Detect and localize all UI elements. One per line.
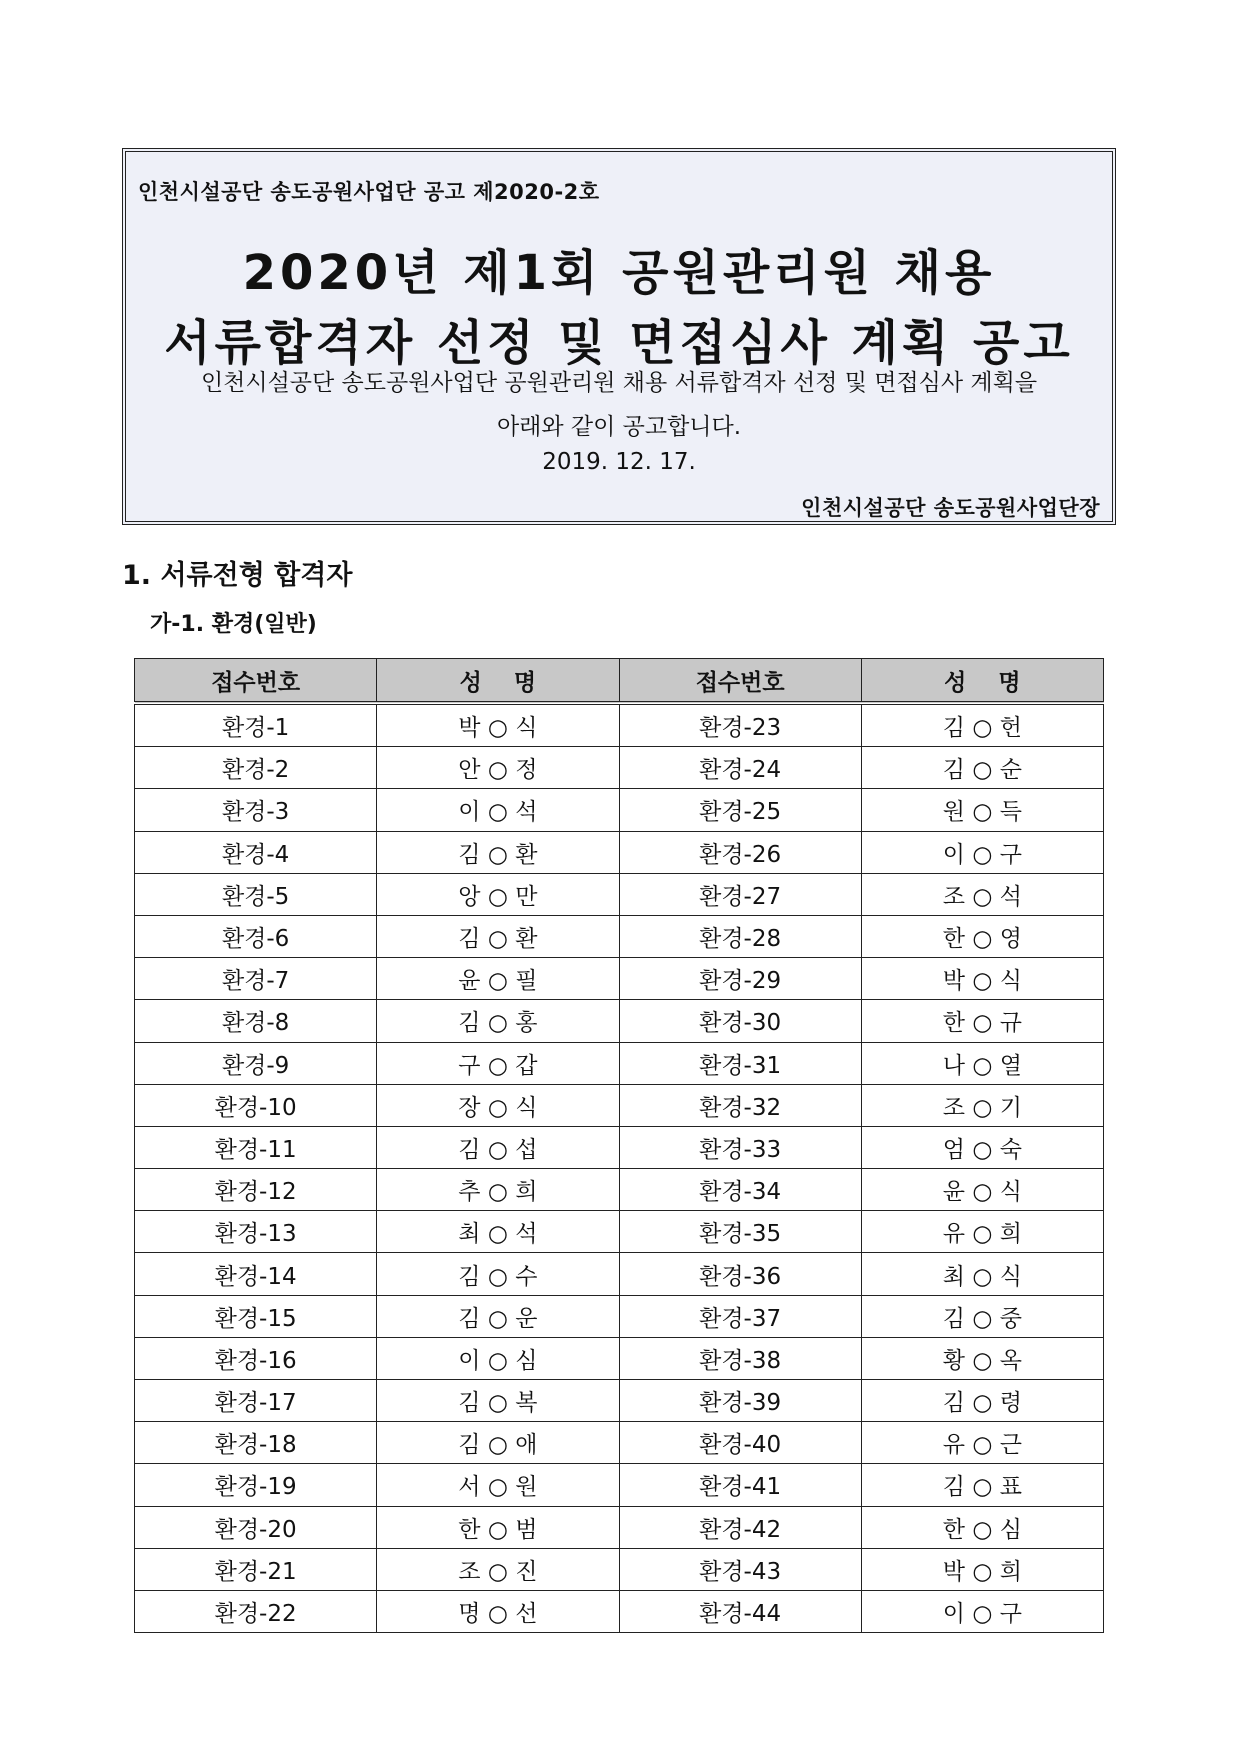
table-row	[135, 1464, 1104, 1506]
name-cell: 김 ○ 운	[377, 1295, 619, 1337]
receipt-number-cell: 환경-17	[135, 1380, 377, 1422]
name-cell: 이 ○ 구	[861, 1590, 1103, 1632]
name-cell: 엄 ○ 숙	[861, 1126, 1103, 1168]
receipt-number-cell: 환경-8	[135, 1000, 377, 1042]
receipt-number-cell: 환경-1	[135, 703, 377, 747]
receipt-number-cell: 환경-16	[135, 1337, 377, 1379]
receipt-number-cell: 환경-9	[135, 1042, 377, 1084]
applicant-rows	[135, 703, 1104, 1633]
name-cell: 윤 ○ 필	[377, 958, 619, 1000]
section-subheading: 가-1. 환경(일반)	[150, 612, 317, 637]
table-row	[135, 873, 1104, 915]
name-cell: 원 ○ 득	[861, 789, 1103, 831]
notice-intro-line-2: 아래와 같이 공고합니다.	[496, 414, 742, 440]
table-row	[135, 789, 1104, 831]
name-cell: 한 ○ 영	[861, 915, 1103, 957]
receipt-number-cell: 환경-2	[135, 747, 377, 789]
receipt-number-cell: 환경-37	[619, 1295, 861, 1337]
name-cell: 김 ○ 령	[861, 1380, 1103, 1422]
receipt-number-cell: 환경-41	[619, 1464, 861, 1506]
receipt-number-cell: 환경-42	[619, 1506, 861, 1548]
section-heading: 1. 서류전형 합격자	[122, 560, 353, 591]
name-cell: 최 ○ 석	[377, 1211, 619, 1253]
notice-issuer: 인천시설공단 송도공원사업단장	[801, 496, 1100, 520]
receipt-number-cell: 환경-22	[135, 1590, 377, 1632]
notice-box	[122, 148, 1116, 525]
receipt-number-cell: 환경-35	[619, 1211, 861, 1253]
notice-title-line-2: 서류합격자 선정 및 면접심사 계획 공고	[164, 315, 1074, 371]
receipt-number-cell: 환경-38	[619, 1337, 861, 1379]
name-cell: 한 ○ 범	[377, 1506, 619, 1548]
header-receipt-number-left: 접수번호	[135, 659, 377, 704]
table-row	[135, 1295, 1104, 1337]
name-cell: 앙 ○ 만	[377, 873, 619, 915]
header-name-right: 성 명	[861, 659, 1103, 704]
header-receipt-number-right: 접수번호	[619, 659, 861, 704]
name-cell: 안 ○ 정	[377, 747, 619, 789]
receipt-number-cell: 환경-44	[619, 1590, 861, 1632]
receipt-number-cell: 환경-25	[619, 789, 861, 831]
table-row	[135, 1169, 1104, 1211]
name-cell: 한 ○ 규	[861, 1000, 1103, 1042]
table-header-row	[135, 659, 1104, 704]
name-cell: 이 ○ 심	[377, 1337, 619, 1379]
name-cell: 조 ○ 진	[377, 1548, 619, 1590]
receipt-number-cell: 환경-5	[135, 873, 377, 915]
name-cell: 장 ○ 식	[377, 1084, 619, 1126]
table-row	[135, 1211, 1104, 1253]
name-cell: 조 ○ 기	[861, 1084, 1103, 1126]
name-cell: 최 ○ 식	[861, 1253, 1103, 1295]
table-row	[135, 1590, 1104, 1632]
name-cell: 박 ○ 희	[861, 1548, 1103, 1590]
receipt-number-cell: 환경-3	[135, 789, 377, 831]
name-cell: 이 ○ 석	[377, 789, 619, 831]
receipt-number-cell: 환경-12	[135, 1169, 377, 1211]
table-row	[135, 1548, 1104, 1590]
receipt-number-cell: 환경-23	[619, 703, 861, 747]
name-cell: 김 ○ 환	[377, 915, 619, 957]
receipt-number-cell: 환경-4	[135, 831, 377, 873]
table-row	[135, 1337, 1104, 1379]
name-cell: 박 ○ 식	[861, 958, 1103, 1000]
receipt-number-cell: 환경-10	[135, 1084, 377, 1126]
table-row	[135, 958, 1104, 1000]
notice-date: 2019. 12. 17.	[542, 449, 696, 475]
receipt-number-cell: 환경-36	[619, 1253, 861, 1295]
receipt-number-cell: 환경-26	[619, 831, 861, 873]
name-cell: 김 ○ 애	[377, 1422, 619, 1464]
receipt-number-cell: 환경-28	[619, 915, 861, 957]
name-cell: 구 ○ 갑	[377, 1042, 619, 1084]
name-cell: 김 ○ 홍	[377, 1000, 619, 1042]
name-cell: 김 ○ 헌	[861, 703, 1103, 747]
table-row	[135, 1253, 1104, 1295]
receipt-number-cell: 환경-29	[619, 958, 861, 1000]
table-row	[135, 831, 1104, 873]
name-cell: 김 ○ 순	[861, 747, 1103, 789]
name-cell: 유 ○ 희	[861, 1211, 1103, 1253]
name-cell: 나 ○ 열	[861, 1042, 1103, 1084]
receipt-number-cell: 환경-43	[619, 1548, 861, 1590]
notice-intro-line-1: 인천시설공단 송도공원사업단 공원관리원 채용 서류합격자 선정 및 면접심사 계획을	[200, 370, 1038, 396]
receipt-number-cell: 환경-19	[135, 1464, 377, 1506]
receipt-number-cell: 환경-27	[619, 873, 861, 915]
table-row	[135, 915, 1104, 957]
receipt-number-cell: 환경-13	[135, 1211, 377, 1253]
receipt-number-cell: 환경-39	[619, 1380, 861, 1422]
notice-title-line-1: 2020년 제1회 공원관리원 채용	[242, 245, 996, 301]
receipt-number-cell: 환경-30	[619, 1000, 861, 1042]
name-cell: 김 ○ 섭	[377, 1126, 619, 1168]
table-row	[135, 1380, 1104, 1422]
name-cell: 김 ○ 환	[377, 831, 619, 873]
name-cell: 김 ○ 표	[861, 1464, 1103, 1506]
table-row	[135, 1084, 1104, 1126]
name-cell: 이 ○ 구	[861, 831, 1103, 873]
name-cell: 황 ○ 옥	[861, 1337, 1103, 1379]
name-cell: 윤 ○ 식	[861, 1169, 1103, 1211]
table-row	[135, 1000, 1104, 1042]
receipt-number-cell: 환경-11	[135, 1126, 377, 1168]
name-cell: 추 ○ 희	[377, 1169, 619, 1211]
receipt-number-cell: 환경-40	[619, 1422, 861, 1464]
receipt-number-cell: 환경-15	[135, 1295, 377, 1337]
table-row	[135, 703, 1104, 747]
header-name-left: 성 명	[377, 659, 619, 704]
receipt-number-cell: 환경-32	[619, 1084, 861, 1126]
receipt-number-cell: 환경-6	[135, 915, 377, 957]
receipt-number-cell: 환경-31	[619, 1042, 861, 1084]
name-cell: 김 ○ 복	[377, 1380, 619, 1422]
name-cell: 한 ○ 심	[861, 1506, 1103, 1548]
receipt-number-cell: 환경-7	[135, 958, 377, 1000]
name-cell: 김 ○ 수	[377, 1253, 619, 1295]
table-row	[135, 1506, 1104, 1548]
table-row	[135, 1126, 1104, 1168]
applicants-table	[134, 658, 1104, 1633]
table-row	[135, 747, 1104, 789]
table-row	[135, 1042, 1104, 1084]
table-row	[135, 1422, 1104, 1464]
receipt-number-cell: 환경-21	[135, 1548, 377, 1590]
receipt-number-cell: 환경-20	[135, 1506, 377, 1548]
receipt-number-cell: 환경-24	[619, 747, 861, 789]
receipt-number-cell: 환경-33	[619, 1126, 861, 1168]
receipt-number-cell: 환경-18	[135, 1422, 377, 1464]
name-cell: 유 ○ 근	[861, 1422, 1103, 1464]
name-cell: 명 ○ 선	[377, 1590, 619, 1632]
name-cell: 조 ○ 석	[861, 873, 1103, 915]
name-cell: 김 ○ 중	[861, 1295, 1103, 1337]
name-cell: 박 ○ 식	[377, 703, 619, 747]
name-cell: 서 ○ 원	[377, 1464, 619, 1506]
receipt-number-cell: 환경-34	[619, 1169, 861, 1211]
receipt-number-cell: 환경-14	[135, 1253, 377, 1295]
notice-number: 인천시설공단 송도공원사업단 공고 제2020-2호	[138, 180, 600, 204]
